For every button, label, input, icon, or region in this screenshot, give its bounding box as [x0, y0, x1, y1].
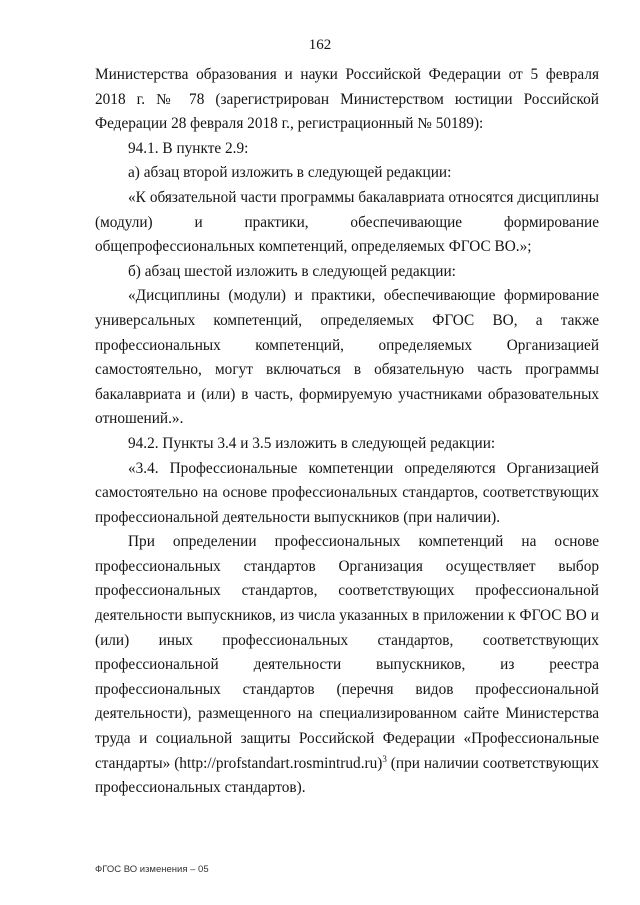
paragraph-item-94-1: 94.1. В пункте 2.9: — [128, 139, 249, 157]
paragraph-quote-disciplines: «Дисциплины (модули) и практики, обеспечивающие формирование универсальных компетенций, определяемых ФГОС ВО, а также профессиональных компетенций, определяемых Организацией самостоятельно, могут включаться в обязательную часть программы бакалавриата и (или) в часть, формируемую участниками образовательных отношений.». — [95, 287, 599, 428]
paragraph-quote-3-4: «3.4. Профессиональные компетенции определяются Организацией самостоятельно на основе профессиональных стандартов, соответствующих профессиональной деятельности выпускников (при наличии). — [95, 459, 599, 526]
paragraph-item-94-2: 94.2. Пункты 3.4 и 3.5 изложить в следующей редакции: — [128, 434, 496, 452]
paragraph-subitem-b: б) абзац шестой изложить в следующей редакции: — [128, 262, 456, 280]
paragraph-professional-standards — [95, 530, 599, 801]
paragraph-subitem-a: а) абзац второй изложить в следующей редакции: — [128, 164, 452, 182]
footnote-reference: 3 — [382, 753, 387, 764]
page-number: 162 — [308, 37, 332, 53]
document-body — [95, 63, 599, 801]
professional-standards-tail: (при наличии соответствующих профессиональных стандартов). — [95, 754, 600, 797]
paragraph-quote-mandatory-part: «К обязательной части программы бакалавриата относятся дисциплины (модули) и практики, обеспечивающие формирование общепрофессиональных компетенций, определяемых ФГОС ВО.»; — [95, 188, 599, 256]
paragraph-ministry-reference: Министерства образования и науки Российской Федерации от 5 февраля 2018 г. № 78 (зарегистрирован Министерством юстиции Российской Федерации 28 февраля 2018 г., регистрационный № 50189): — [95, 66, 599, 133]
professional-standards-text: При определении профессиональных компетенций на основе профессиональных стандартов Организация осуществляет выбор профессиональных стандартов, соответствующих профессиональной деятельности выпускников, из числа указанных в приложении к ФГОС ВО и (или) иных профессиональных стандартов, соответствующих профессиональной деятельности выпускников, из реестра профессиональных стандартов (перечня видов профессиональной деятельности), размещенного на специализированном сайте Министерства труда и социальной защиты Российской Федерации «Профессиональные стандарты» (http://profstandart.rosmintrud.ru) — [95, 533, 599, 772]
page-footer: ФГОС ВО изменения – 05 — [95, 864, 209, 875]
